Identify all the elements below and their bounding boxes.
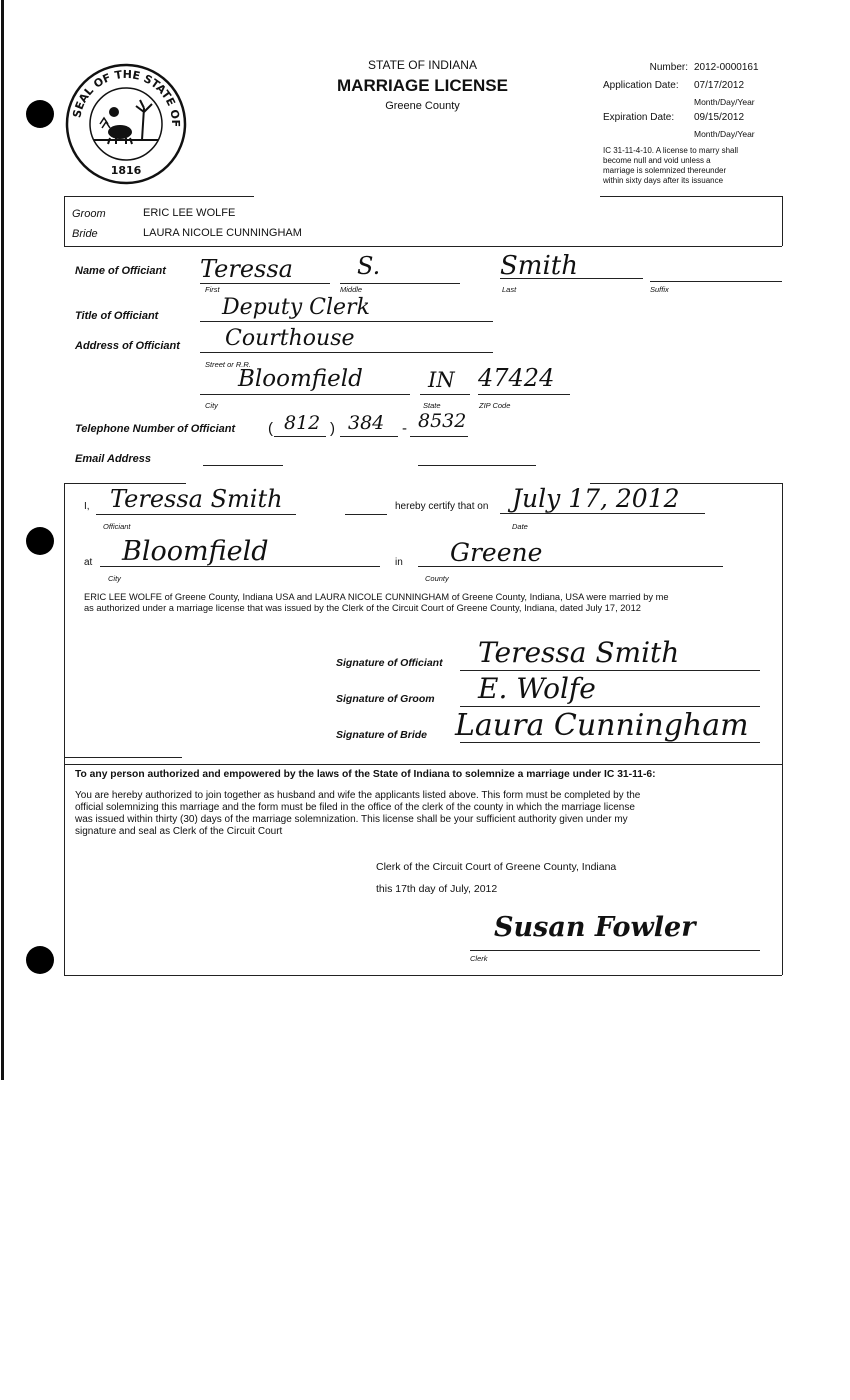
bride-signature: Laura Cunningham — [455, 708, 749, 743]
license-number: 2012-0000161 — [694, 62, 759, 73]
ic-note-line: marriage is solemnized thereunder — [603, 166, 727, 175]
phone-area-code: 812 — [284, 412, 321, 434]
application-date: 07/17/2012 — [694, 80, 745, 91]
officiant-caption: Officiant — [103, 522, 131, 531]
certificate-officiant-name: Teressa Smith — [110, 485, 283, 513]
statement-line: ERIC LEE WOLFE of Greene County, Indiana USA and LAURA NICOLE CUNNINGHAM of Greene County, Indiana, USA were married by me — [84, 592, 669, 602]
statement-line: as authorized under a marriage license that was issued by the Clerk of the Circuit Court of Greene County, Indiana, dated July 17, 2012 — [84, 603, 641, 613]
street-caption: Street or R.R. — [205, 360, 251, 369]
authorization-line: You are hereby authorized to join together as husband and wife the applicants listed above. This form must be completed by the — [75, 790, 641, 801]
solemnization-city: Bloomfield — [122, 536, 269, 567]
date-caption: Date — [512, 522, 528, 531]
seal-text: SEAL OF THE STATE OF — [70, 67, 183, 128]
expiration-date: 09/15/2012 — [694, 112, 745, 123]
authorization-line: official solemnizing this marriage and the form must be filed in the office of the clerk of the county in which the marriage license — [75, 802, 635, 813]
bride-name: LAURA NICOLE CUNNINGHAM — [143, 227, 302, 239]
first-caption: First — [205, 285, 220, 294]
zip-caption: ZIP Code — [479, 401, 511, 410]
clerk-line: Clerk of the Circuit Court of Greene County, Indiana — [376, 861, 617, 873]
city-caption: City — [108, 574, 121, 583]
seal-year: 1816 — [110, 164, 142, 177]
authorization-heading: To any person authorized and empowered by the laws of the State of Indiana to solemnize a marriage under IC 31-11-6: — [75, 769, 656, 780]
clerk-caption: Clerk — [470, 954, 488, 963]
ic-note-line: IC 31-11-4-10. A license to marry shall — [603, 146, 739, 155]
groom-label: Groom — [72, 208, 106, 220]
officiant-city: Bloomfield — [238, 366, 363, 392]
last-caption: Last — [502, 285, 517, 294]
ic-note-line: within sixty days after its issuance — [603, 176, 724, 185]
groom-name: ERIC LEE WOLFE — [143, 207, 236, 219]
binder-hole — [26, 100, 54, 128]
middle-caption: Middle — [340, 285, 363, 294]
in-label: in — [395, 557, 403, 568]
bride-label: Bride — [72, 228, 98, 240]
i-label: I, — [84, 501, 90, 512]
officiant-street: Courthouse — [225, 326, 355, 351]
city-caption: City — [205, 401, 218, 410]
page-edge — [1, 0, 4, 1080]
groom-signature: E. Wolfe — [478, 672, 596, 705]
officiant-zip: 47424 — [478, 364, 555, 392]
officiant-signature: Teressa Smith — [478, 636, 680, 669]
ic-note-line: become null and void unless a — [603, 156, 711, 165]
officiant-title: Deputy Clerk — [222, 295, 370, 320]
date-format-caption: Month/Day/Year — [694, 129, 755, 139]
binder-hole — [26, 946, 54, 974]
authorization-line: signature and seal as Clerk of the Circuit Court — [75, 826, 283, 837]
phone-close-paren: ) — [330, 420, 335, 437]
document-title: MARRIAGE LICENSE — [337, 76, 508, 95]
day-line: this 17th day of July, 2012 — [376, 883, 498, 895]
bride-signature-label: Signature of Bride — [336, 729, 428, 741]
ic-note — [603, 146, 783, 186]
number-label: Number: — [649, 62, 688, 73]
officiant-title-label: Title of Officiant — [75, 310, 159, 322]
officiant-name-label: Name of Officiant — [75, 265, 166, 277]
state-heading: STATE OF INDIANA — [368, 58, 477, 72]
officiant-first-name: Teressa — [200, 255, 293, 283]
officiant-state: IN — [428, 368, 455, 392]
authorization-line: was issued within thirty (30) days of the marriage solemnization. This license shall be your sufficient authority given under my — [75, 814, 628, 825]
state-caption: State — [423, 401, 441, 410]
groom-signature-label: Signature of Groom — [336, 693, 435, 705]
suffix-caption: Suffix — [650, 285, 669, 294]
phone-line-number: 8532 — [418, 410, 467, 432]
marriage-statement — [84, 592, 774, 614]
officiant-phone-label: Telephone Number of Officiant — [75, 423, 236, 435]
county-heading: Greene County — [385, 100, 460, 112]
at-label: at — [84, 557, 93, 568]
phone-prefix: 384 — [348, 412, 385, 434]
officiant-address-label: Address of Officiant — [75, 340, 180, 352]
clerk-signature: Susan Fowler — [494, 912, 696, 943]
expiration-date-label: Expiration Date: — [603, 112, 675, 123]
authorization-body — [75, 790, 775, 838]
svg-text:SEAL OF THE STATE OF INDIANA — [64, 62, 182, 127]
email-label: Email Address — [75, 453, 152, 465]
officiant-last-name: Smith — [500, 251, 578, 281]
binder-hole — [26, 527, 54, 555]
date-format-caption: Month/Day/Year — [694, 97, 755, 107]
officiant-signature-label: Signature of Officiant — [336, 657, 443, 669]
solemnization-county: Greene — [450, 538, 543, 567]
application-date-label: Application Date: — [603, 80, 679, 91]
solemnization-date: July 17, 2012 — [512, 484, 680, 513]
phone-open-paren: ( — [268, 420, 273, 437]
state-seal — [64, 62, 188, 186]
officiant-middle-name: S. — [357, 252, 381, 280]
county-caption: County — [425, 574, 449, 583]
certify-text: hereby certify that on — [395, 501, 489, 512]
phone-dash: - — [402, 420, 407, 437]
